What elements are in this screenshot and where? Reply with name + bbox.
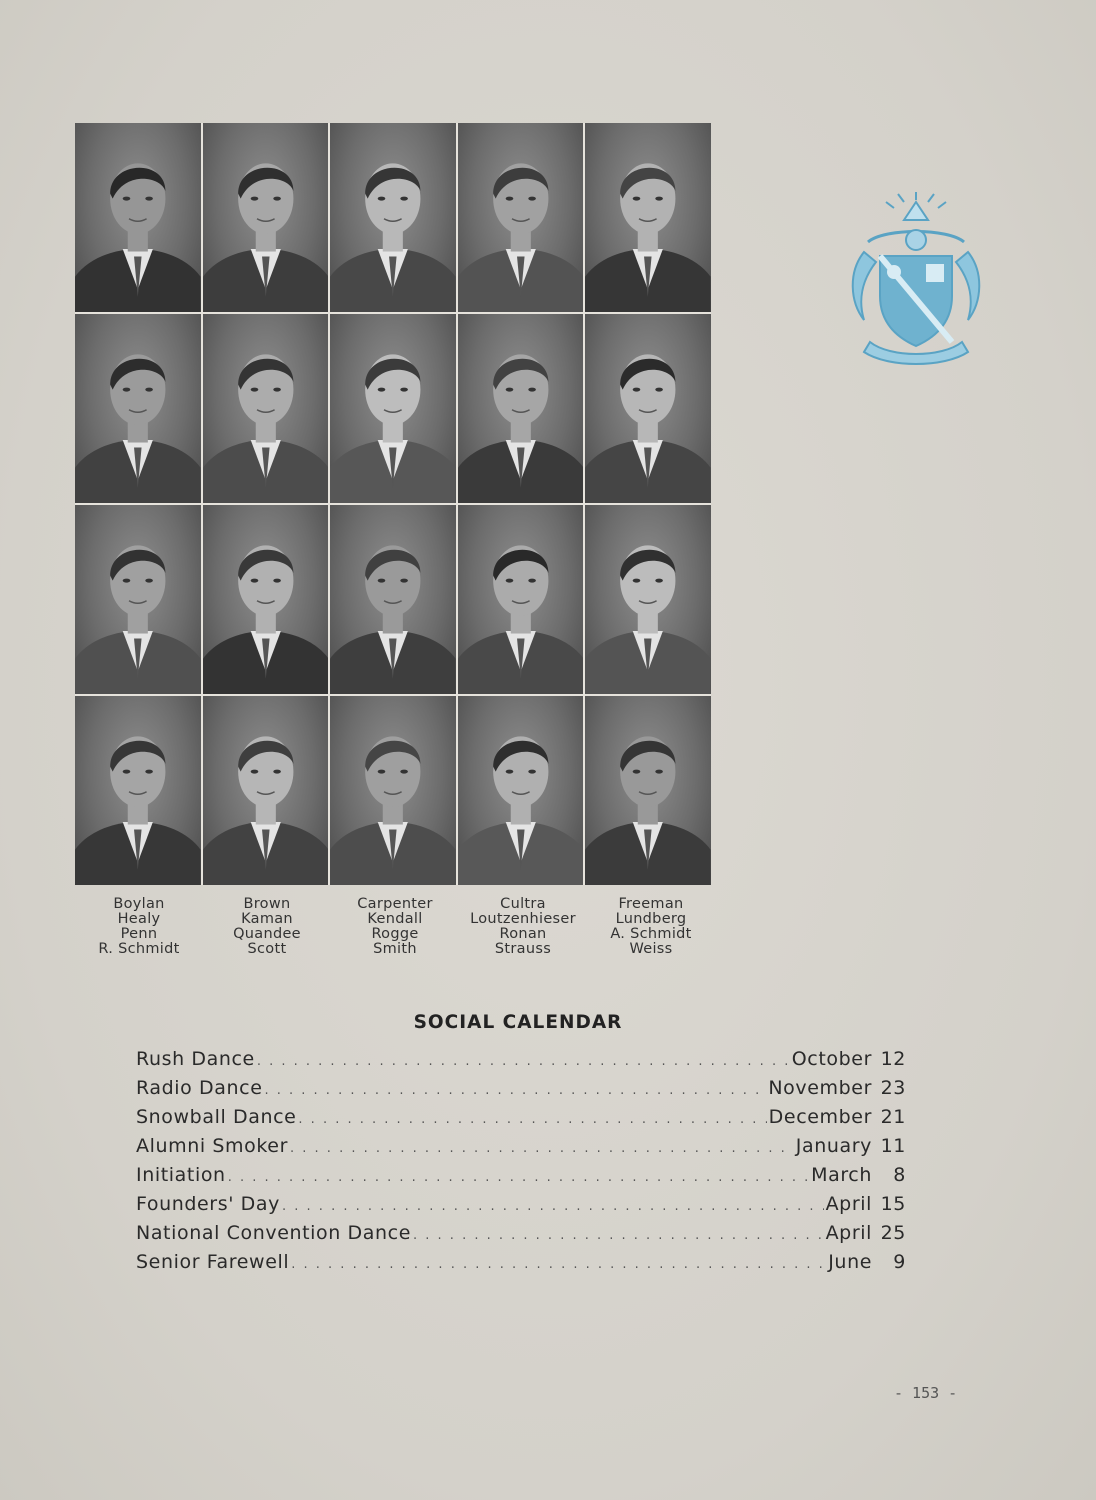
names-column (75, 897, 203, 957)
member-name: Strauss (494, 941, 552, 957)
calendar-event: Rush Dance (136, 1048, 255, 1070)
member-name: Weiss (629, 941, 673, 957)
calendar-month: April (825, 1193, 872, 1215)
leader-dots (413, 1228, 824, 1243)
page-number: - 153 - (894, 1384, 958, 1402)
calendar-month: March (811, 1164, 872, 1186)
calendar-row (136, 1106, 906, 1135)
calendar-row (136, 1077, 906, 1106)
member-portrait (458, 696, 584, 885)
calendar-day: 15 (880, 1193, 906, 1215)
calendar-day: 21 (880, 1106, 906, 1128)
names-column (459, 897, 587, 957)
member-name: Ronan (499, 926, 547, 942)
member-portrait (585, 123, 711, 312)
member-name: Scott (247, 941, 287, 957)
calendar-event: Alumni Smoker (136, 1135, 289, 1157)
calendar-row (136, 1048, 906, 1077)
member-portrait (458, 314, 584, 503)
member-name: Loutzenhieser (470, 911, 576, 927)
fraternity-crest-icon (844, 192, 988, 368)
names-column (203, 897, 331, 957)
member-portrait (330, 505, 456, 694)
calendar-day: 25 (880, 1222, 906, 1244)
member-portrait (330, 314, 456, 503)
calendar-event: Initiation (136, 1164, 226, 1186)
member-name: R. Schmidt (98, 941, 180, 957)
member-name: Freeman (618, 896, 684, 912)
member-portrait (203, 505, 329, 694)
calendar-row (136, 1135, 906, 1164)
member-portrait (585, 314, 711, 503)
member-name: Brown (243, 896, 291, 912)
member-name: A. Schmidt (610, 926, 692, 942)
names-block (75, 897, 715, 957)
calendar-event: Radio Dance (136, 1077, 263, 1099)
member-portrait (203, 123, 329, 312)
calendar-month: April (825, 1222, 872, 1244)
leader-dots (282, 1199, 824, 1214)
member-name: Healy (117, 911, 161, 927)
portrait-grid (75, 123, 711, 885)
names-column (331, 897, 459, 957)
calendar-month: January (795, 1135, 872, 1157)
member-name: Smith (373, 941, 417, 957)
member-portrait (585, 505, 711, 694)
calendar-event: Snowball Dance (136, 1106, 297, 1128)
member-portrait (330, 123, 456, 312)
calendar-day: 23 (880, 1077, 906, 1099)
member-name: Lundberg (615, 911, 687, 927)
social-calendar-list (136, 1048, 906, 1280)
member-portrait (75, 123, 201, 312)
member-portrait (75, 505, 201, 694)
calendar-day: 12 (880, 1048, 906, 1070)
calendar-row (136, 1251, 906, 1280)
leader-dots (291, 1257, 826, 1272)
social-calendar-title: SOCIAL CALENDAR (413, 1012, 623, 1033)
calendar-event: Founders' Day (136, 1193, 281, 1215)
member-portrait (75, 314, 201, 503)
member-name: Quandee (233, 926, 301, 942)
member-portrait (75, 696, 201, 885)
names-column (587, 897, 715, 957)
member-name: Penn (120, 926, 158, 942)
leader-dots (264, 1083, 766, 1098)
calendar-month: October (791, 1048, 872, 1070)
calendar-month: November (768, 1077, 872, 1099)
member-name: Boylan (113, 896, 165, 912)
calendar-day: 9 (893, 1251, 906, 1273)
calendar-day: 11 (880, 1135, 906, 1157)
calendar-event: Senior Farewell (136, 1251, 290, 1273)
member-name: Rogge (371, 926, 419, 942)
leader-dots (257, 1054, 790, 1069)
calendar-month: December (768, 1106, 872, 1128)
member-portrait (330, 696, 456, 885)
leader-dots (228, 1170, 809, 1185)
member-name: Kaman (241, 911, 293, 927)
calendar-row (136, 1164, 906, 1193)
calendar-row (136, 1193, 906, 1222)
calendar-row (136, 1222, 906, 1251)
member-name: Cultra (500, 896, 546, 912)
member-portrait (203, 314, 329, 503)
leader-dots (290, 1141, 794, 1156)
member-portrait (585, 696, 711, 885)
leader-dots (298, 1112, 766, 1127)
calendar-month: June (828, 1251, 872, 1273)
member-portrait (458, 505, 584, 694)
member-name: Carpenter (357, 896, 433, 912)
calendar-event: National Convention Dance (136, 1222, 412, 1244)
member-name: Kendall (367, 911, 423, 927)
member-portrait (458, 123, 584, 312)
calendar-day: 8 (893, 1164, 906, 1186)
member-portrait (203, 696, 329, 885)
